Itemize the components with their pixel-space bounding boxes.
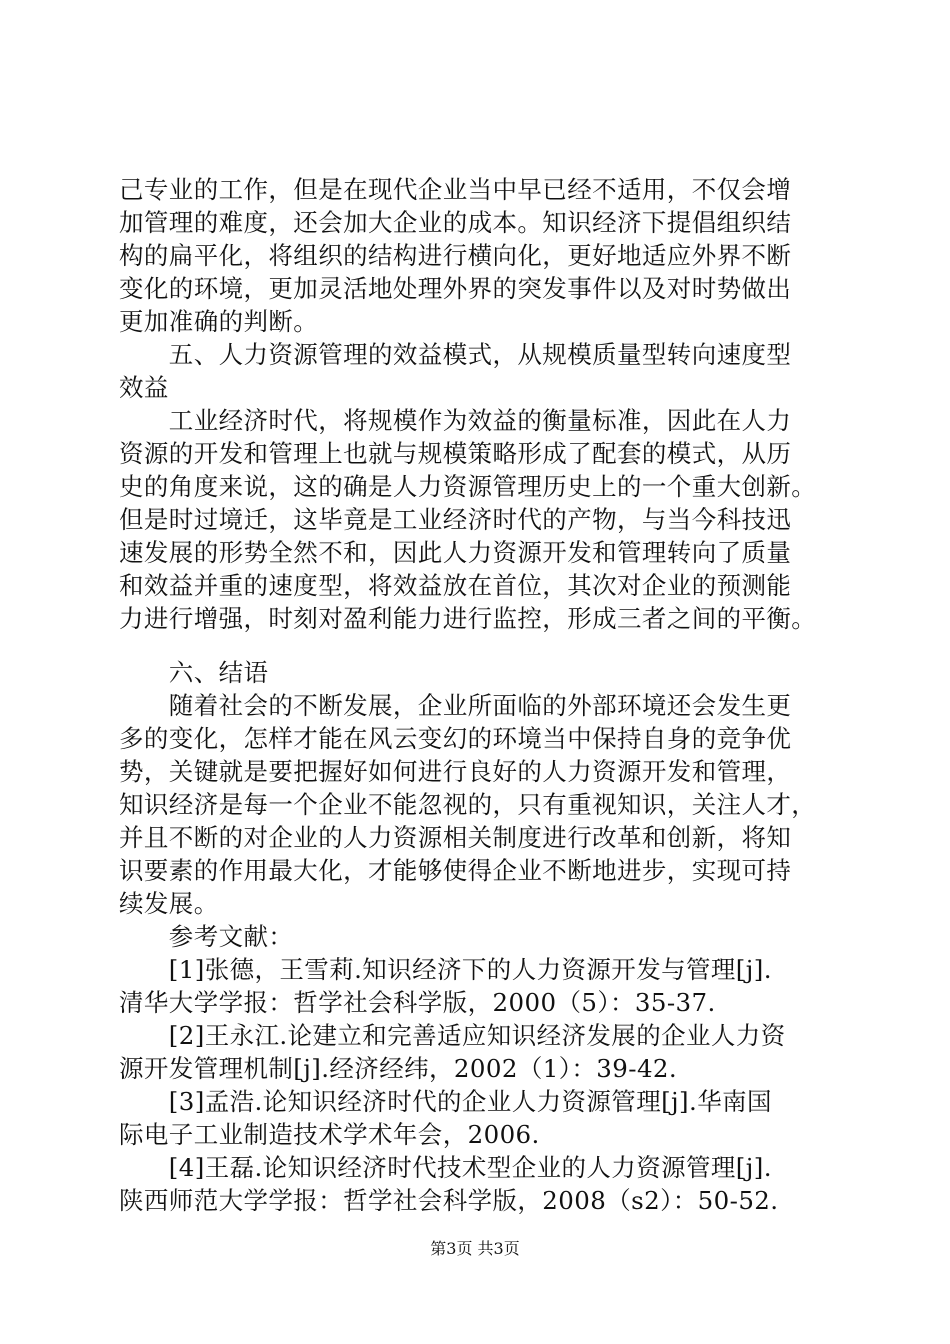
section-heading: 六、结语 [119, 658, 269, 687]
paragraph-line: 多的变化，怎样才能在风云变幻的环境当中保持自身的竞争优 [119, 724, 792, 753]
paragraph-line: 构的扁平化，将组织的结构进行横向化，更好地适应外界不断 [119, 241, 792, 270]
reference-line: [4]王磊.论知识经济时代技术型企业的人力资源管理[j]. [119, 1153, 772, 1182]
paragraph-line: 识要素的作用最大化，才能够使得企业不断地进步，实现可持 [119, 856, 792, 885]
section-heading: 五、人力资源管理的效益模式，从规模质量型转向速度型 [119, 340, 792, 369]
reference-line: 际电子工业制造技术学术年会，2006. [119, 1120, 540, 1149]
paragraph-line: 和效益并重的速度型，将效益放在首位，其次对企业的预测能 [119, 571, 792, 600]
paragraph-line: 随着社会的不断发展，企业所面临的外部环境还会发生更 [119, 691, 792, 720]
page-footer: 第3页 共3页 [430, 1239, 520, 1258]
paragraph-line: 速发展的形势全然不和，因此人力资源开发和管理转向了质量 [119, 538, 792, 567]
paragraph-line: 变化的环境，更加灵活地处理外界的突发事件以及对时势做出 [119, 274, 792, 303]
paragraph-line: 但是时过境迁，这毕竟是工业经济时代的产物，与当今科技迅 [119, 505, 792, 534]
reference-line: [3]孟浩.论知识经济时代的企业人力资源管理[j].华南国 [119, 1087, 772, 1116]
paragraph-line: 史的角度来说，这的确是人力资源管理历史上的一个重大创新。 [119, 472, 817, 501]
reference-line: 清华大学学报：哲学社会科学版，2000（5）：35-37. [119, 988, 716, 1017]
references-heading: 参考文献： [119, 922, 294, 951]
reference-line: 源开发管理机制[j].经济经纬，2002（1）：39-42. [119, 1054, 678, 1083]
paragraph-line: 知识经济是每一个企业不能忽视的，只有重视知识，关注人才， [119, 790, 817, 819]
paragraph-line: 己专业的工作，但是在现代企业当中早已经不适用，不仅会增 [119, 175, 792, 204]
paragraph-line: 资源的开发和管理上也就与规模策略形成了配套的模式，从历 [119, 439, 792, 468]
paragraph-line: 力进行增强，时刻对盈利能力进行监控，形成三者之间的平衡。 [119, 604, 817, 633]
reference-line: [2]王永江.论建立和完善适应知识经济发展的企业人力资 [119, 1021, 786, 1050]
reference-line: 陕西师范大学学报：哲学社会科学版，2008（s2）：50-52. [119, 1186, 779, 1215]
paragraph-line: 工业经济时代，将规模作为效益的衡量标准，因此在人力 [119, 406, 792, 435]
reference-line: [1]张德，王雪莉.知识经济下的人力资源开发与管理[j]. [119, 955, 772, 984]
paragraph-line: 并且不断的对企业的人力资源相关制度进行改革和创新，将知 [119, 823, 792, 852]
paragraph-line: 更加准确的判断。 [119, 307, 319, 336]
paragraph-line: 加管理的难度，还会加大企业的成本。知识经济下提倡组织结 [119, 208, 792, 237]
section-heading: 效益 [119, 373, 169, 402]
paragraph-line: 续发展。 [119, 889, 219, 918]
paragraph-line: 势，关键就是要把握好如何进行良好的人力资源开发和管理， [119, 757, 792, 786]
